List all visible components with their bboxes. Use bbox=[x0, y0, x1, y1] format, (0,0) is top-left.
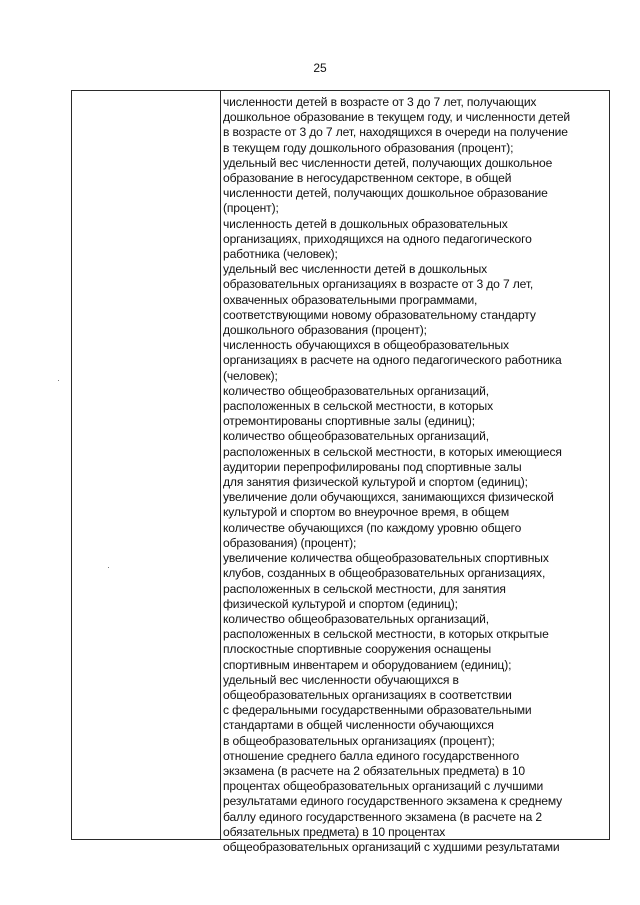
text-line: количество общеобразовательных организаций, bbox=[223, 611, 489, 626]
text-line: численности детей в возрасте от 3 до 7 лет, получающих bbox=[223, 95, 537, 109]
text-line: экзамена (в расчете на 2 обязательных предмета) в 10 bbox=[223, 763, 526, 778]
text-line: удельный вес численности детей в дошкольных bbox=[223, 262, 488, 277]
text-line: образовательных организациях в возрасте от 3 до 7 лет, bbox=[223, 277, 534, 292]
text-line: численности детей, получающих дошкольное образование bbox=[223, 186, 548, 201]
text-line: численность детей в дошкольных образовательных bbox=[223, 216, 508, 231]
text-line: количестве обучающихся (по каждому уровню общего bbox=[223, 520, 522, 535]
text-line: дошкольного образования (процент); bbox=[223, 323, 427, 338]
text-line: в текущем году дошкольного образования (процент); bbox=[223, 140, 514, 155]
scan-speck bbox=[58, 380, 59, 381]
text-line: образования) (процент); bbox=[223, 535, 357, 550]
text-line: расположенных в сельской местности, в которых имеющиеся bbox=[223, 444, 562, 459]
text-line: аудитории перепрофилированы под спортивные залы bbox=[223, 459, 522, 474]
text-line: баллу единого государственного экзамена (в расчете на 2 bbox=[223, 809, 542, 824]
text-line: в общеобразовательных организациях (процент); bbox=[223, 733, 495, 748]
text-line: стандартами в общей численности обучающихся bbox=[223, 718, 494, 733]
text-line: количество общеобразовательных организаций, bbox=[223, 383, 489, 398]
text-line: с федеральными государственными образовательными bbox=[223, 703, 532, 718]
text-line: расположенных в сельской местности, для занятия bbox=[223, 581, 506, 596]
text-line: культурой и спортом во внеурочное время, в общем bbox=[223, 505, 509, 520]
text-line: физической культурой и спортом (единиц); bbox=[223, 596, 458, 611]
text-line: численность обучающихся в общеобразовательных bbox=[223, 338, 509, 353]
text-line: обязательных предмета) в 10 процентах bbox=[223, 824, 446, 839]
page-number: 25 bbox=[313, 61, 327, 75]
column-divider bbox=[220, 91, 221, 839]
text-line: для занятия физической культурой и спортом (единиц); bbox=[223, 475, 528, 490]
text-line: работника (человек); bbox=[223, 247, 338, 262]
text-line: спортивным инвентарем и оборудованием (единиц); bbox=[223, 657, 512, 672]
scan-speck bbox=[108, 567, 109, 568]
text-line: (человек); bbox=[223, 368, 278, 383]
text-line: количество общеобразовательных организаций, bbox=[223, 429, 489, 444]
text-line: расположенных в сельской местности, в которых bbox=[223, 399, 494, 414]
text-line: увеличение количества общеобразовательных спортивных bbox=[223, 551, 549, 566]
text-line: в возрасте от 3 до 7 лет, находящихся в очереди на получение bbox=[223, 125, 568, 140]
text-line: организациях, приходящихся на одного педагогического bbox=[223, 231, 532, 246]
text-line: общеобразовательных организаций с худшими результатами bbox=[223, 839, 560, 854]
text-line: (процент); bbox=[223, 201, 279, 216]
indicators-table bbox=[71, 90, 610, 854]
text-line: охваченных образовательными программами, bbox=[223, 292, 478, 307]
text-line: соответствующими новому образовательному стандарту bbox=[223, 307, 536, 322]
text-line: общеобразовательных организациях в соответствии bbox=[223, 687, 512, 702]
text-line: увеличение доли обучающихся, занимающихся физической bbox=[223, 490, 554, 505]
text-line: образование в негосударственном секторе, в общей bbox=[223, 171, 512, 186]
text-line: отношение среднего балла единого государственного bbox=[223, 748, 520, 763]
text-line: плоскостные спортивные сооружения оснащены bbox=[223, 642, 492, 657]
indicators-cell bbox=[223, 95, 607, 855]
text-line: дошкольное образование в текущем году, и численности детей bbox=[223, 110, 571, 125]
text-line: процентах общеобразовательных организаций с лучшими bbox=[223, 779, 544, 794]
text-line: расположенных в сельской местности, в которых открытые bbox=[223, 627, 549, 642]
text-line: отремонтированы спортивные залы (единиц); bbox=[223, 414, 475, 429]
text-line: организациях в расчете на одного педагогического работника bbox=[223, 353, 562, 368]
text-line: клубов, созданных в общеобразовательных организациях, bbox=[223, 566, 546, 581]
text-line: удельный вес численности обучающихся в bbox=[223, 672, 459, 687]
text-line: результатами единого государственного экзамена к среднему bbox=[223, 794, 563, 809]
text-line: удельный вес численности детей, получающих дошкольное bbox=[223, 155, 553, 170]
